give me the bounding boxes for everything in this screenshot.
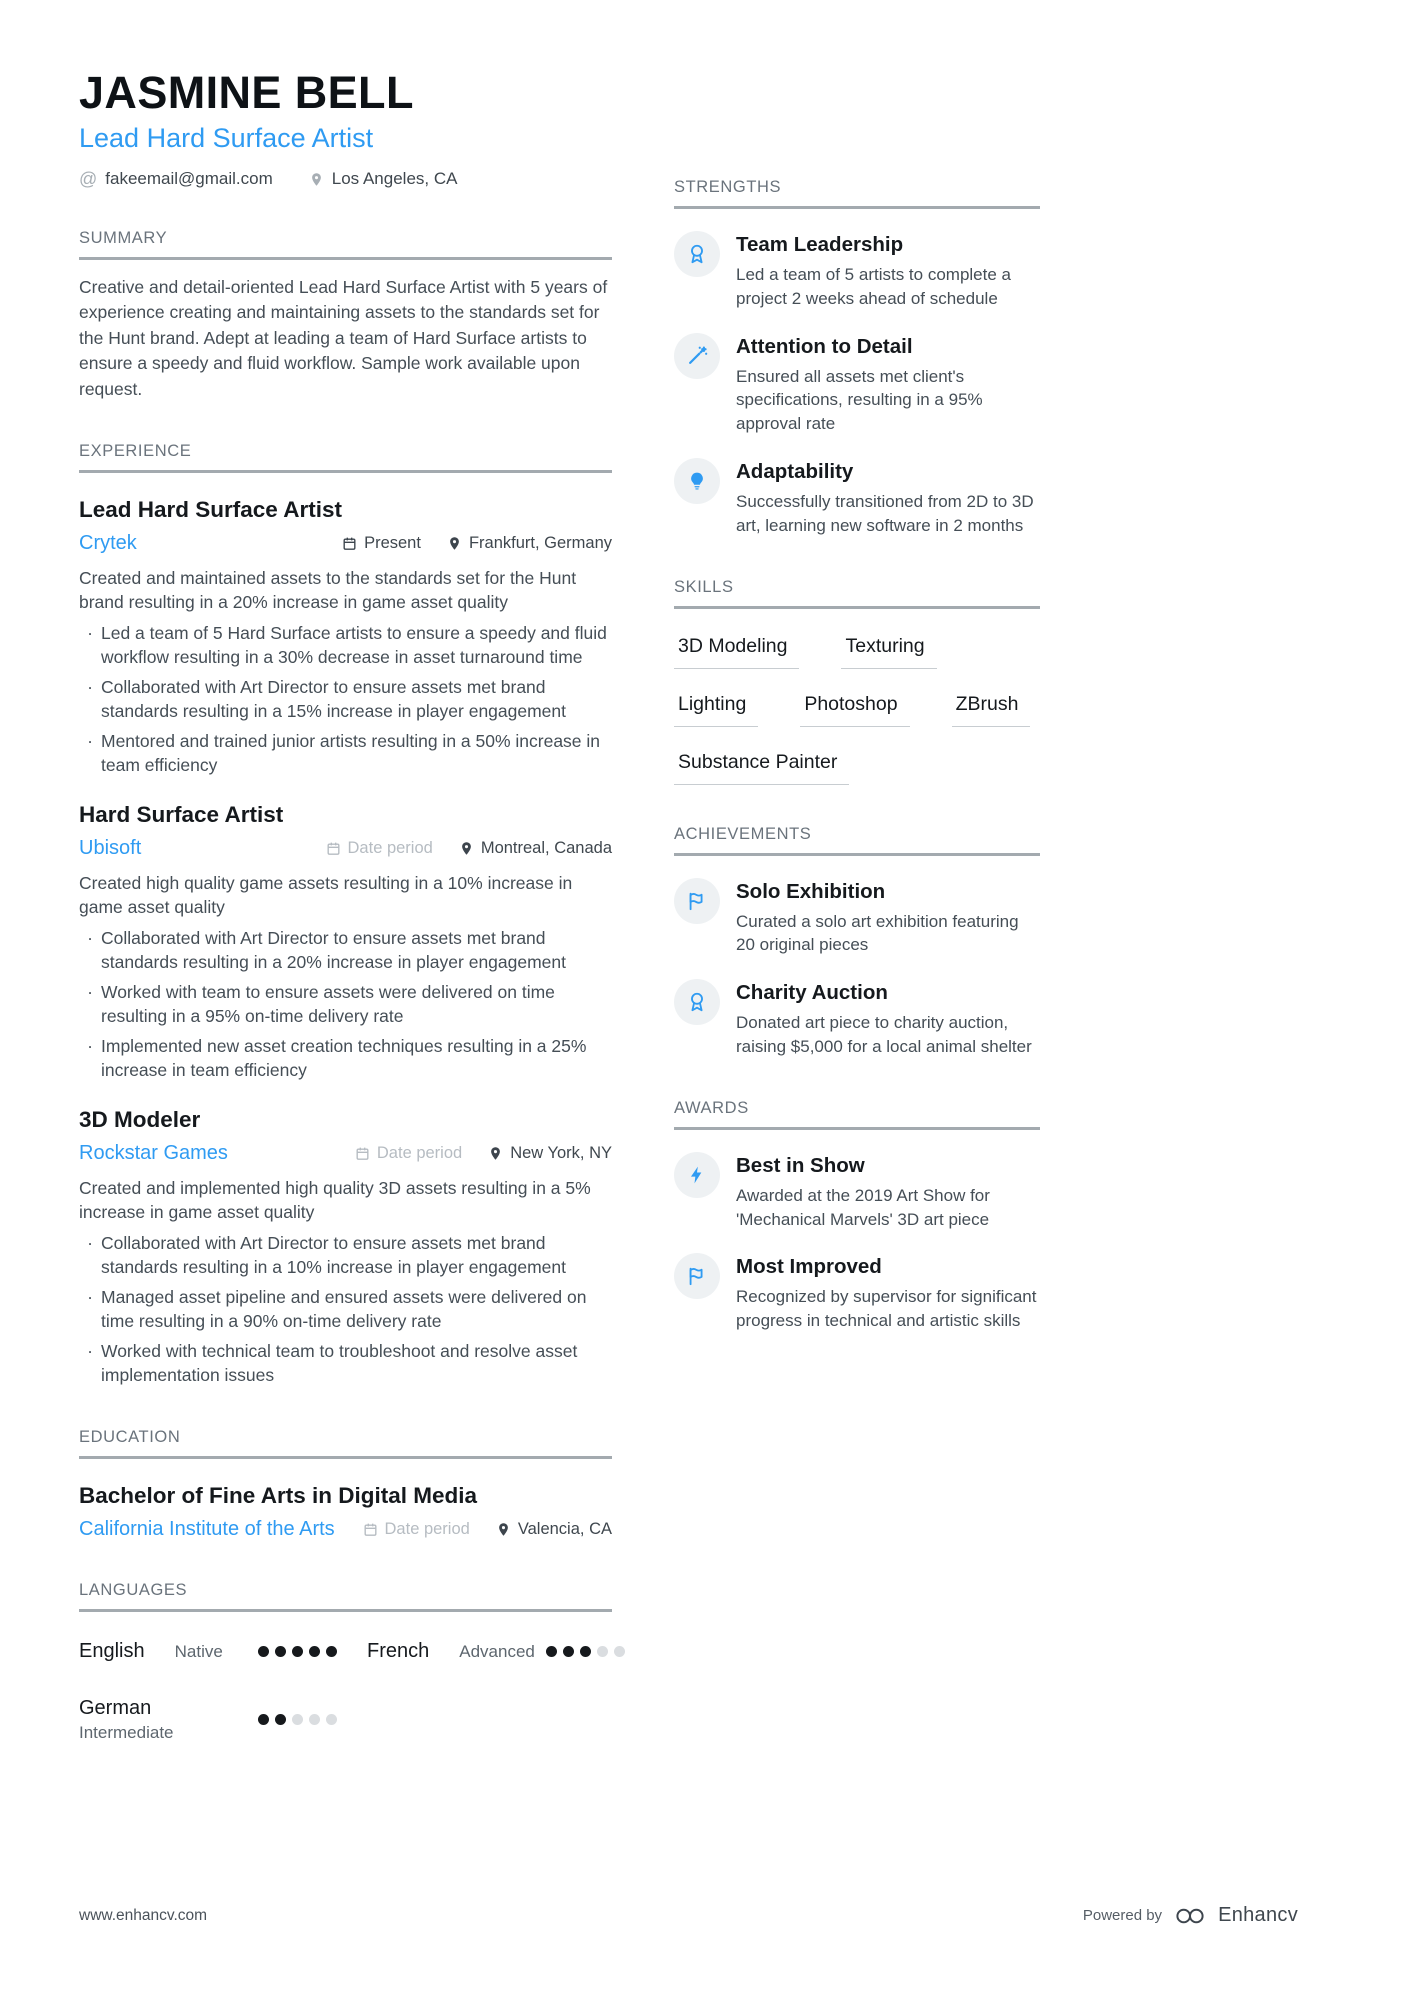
achievement-title: Charity Auction: [736, 981, 888, 1005]
job-meta: [326, 839, 612, 858]
location-pin-icon: [496, 1522, 511, 1537]
page-footer: [79, 1904, 1298, 1927]
job-meta-row: [79, 532, 612, 555]
bullet-item: · Managed asset pipeline and ensured assets were delivered on time resulting in a 90% on-time delivery rate: [87, 1286, 587, 1332]
summary-section: [79, 229, 612, 402]
job-meta-row: [79, 837, 612, 860]
flag-icon: [674, 1253, 720, 1299]
bullet-item: · Implemented new asset creation techniques resulting in a 25% increase in team efficiency: [87, 1035, 587, 1081]
job-title: 3D Modeler: [79, 1106, 201, 1132]
skill-tag: Lighting: [674, 693, 758, 727]
strength-item: [674, 231, 1040, 311]
awards-section: [674, 1099, 1040, 1333]
strengths-heading: STRENGTHS: [674, 178, 1040, 209]
education-location: Valencia, CA: [496, 1520, 612, 1539]
language-proficiency-dots: [546, 1646, 625, 1657]
summary-text: Creative and detail-oriented Lead Hard Surface Artist with 5 years of experience creating and maintaining assets to the standards set for the Hunt brand. Adept at leading a team of Hard Surface artists to ensure a speedy and fluid workflow. Sample work available upon request.: [79, 277, 608, 399]
education-section: [79, 1428, 612, 1541]
email-text: fakeemail@gmail.com: [105, 169, 273, 188]
bullet-item: · Mentored and trained junior artists resulting in a 50% increase in team efficiency: [87, 730, 601, 776]
language-level: Intermediate: [79, 1722, 174, 1742]
location-contact: [309, 169, 458, 189]
skills-list: [674, 635, 1040, 785]
skill-tag: 3D Modeling: [674, 635, 799, 669]
brand-name: Enhancv: [1218, 1904, 1298, 1926]
bullet-item: · Worked with technical team to troubleshoot and resolve asset implementation issues: [87, 1340, 578, 1386]
language-entry: [79, 1640, 367, 1663]
awards-heading: AWARDS: [674, 1099, 1040, 1130]
bullet-item: · Collaborated with Art Director to ensure assets met brand standards resulting in a 10% increase in player engagement: [87, 1232, 567, 1278]
powered-by-label: Powered by: [1082, 1907, 1163, 1924]
job-description: Created and maintained assets to the standards set for the Hunt brand resulting in a 20% increase in game asset quality: [79, 567, 577, 613]
bullet-item: · Collaborated with Art Director to ensure assets met brand standards resulting in a 15% increase in player engagement: [87, 676, 567, 722]
skill-tag: Substance Painter: [674, 751, 849, 785]
experience-heading: EXPERIENCE: [79, 442, 612, 473]
achievement-text: Donated art piece to charity auction, raising $5,000 for a local animal shelter: [736, 1013, 1032, 1056]
language-proficiency-dots: [258, 1646, 337, 1657]
job-meta-row: [79, 1142, 612, 1165]
strength-text: Successfully transitioned from 2D to 3D art, learning new software in 2 months: [736, 491, 1034, 535]
bullet-item: · Led a team of 5 Hard Surface artists to ensure a speedy and fluid workflow resulting in a 30% decrease in asset turnaround time: [87, 622, 607, 668]
experience-section: [79, 442, 612, 1388]
achievement-item: [674, 979, 1040, 1059]
education-heading: EDUCATION: [79, 1428, 612, 1459]
award-title: Most Improved: [736, 1255, 882, 1279]
contact-row: [79, 169, 612, 189]
medal-icon: [674, 231, 720, 277]
achievements-section: [674, 825, 1040, 1059]
location-text: Los Angeles, CA: [331, 169, 458, 188]
award-text: Recognized by supervisor for significant progress in technical and artistic skills: [736, 1287, 1037, 1331]
job-location: Montreal, Canada: [459, 839, 612, 858]
email-contact[interactable]: [79, 169, 273, 189]
skill-tag: Photoshop: [800, 693, 909, 727]
company-link[interactable]: Ubisoft: [79, 836, 142, 859]
skill-tag: Texturing: [841, 635, 936, 669]
site-link[interactable]: www.enhancv.com: [79, 1906, 208, 1924]
bullet-item: · Collaborated with Art Director to ensure assets met brand standards resulting in a 20% increase in player engagement: [87, 927, 567, 973]
language-proficiency-dots: [258, 1714, 337, 1725]
language-name: English: [79, 1639, 145, 1662]
strength-item: [674, 333, 1040, 436]
strength-text: Ensured all assets met client's specifications, resulting in a 95% approval rate: [736, 366, 983, 434]
candidate-job-title: Lead Hard Surface Artist: [79, 123, 374, 153]
job-entry: [79, 1107, 612, 1388]
flag-icon: [674, 878, 720, 924]
languages-section: [79, 1581, 612, 1743]
powered-by[interactable]: [1083, 1904, 1298, 1927]
award-item: [674, 1152, 1040, 1232]
magic-wand-icon: [674, 333, 720, 379]
strength-text: Led a team of 5 artists to complete a project 2 weeks ahead of schedule: [736, 265, 1011, 308]
candidate-name: JASMINE BELL: [79, 67, 414, 118]
right-column: [674, 70, 1040, 1743]
education-meta-row: [79, 1518, 612, 1541]
language-entry: [367, 1640, 625, 1663]
language-level: Native: [174, 1641, 223, 1661]
education-entry: [79, 1483, 612, 1541]
job-period: Date period: [326, 839, 433, 858]
award-text: Awarded at the 2019 Art Show for 'Mechanical Marvels' 3D art piece: [736, 1185, 990, 1229]
job-bullets: [79, 926, 612, 1083]
job-period: Present: [342, 534, 421, 553]
location-pin-icon: [459, 841, 474, 856]
job-description: Created high quality game assets resulting in a 10% increase in game asset quality: [79, 872, 573, 918]
award-item: [674, 1253, 1040, 1333]
medal-icon: [674, 979, 720, 1025]
strength-title: Team Leadership: [736, 233, 904, 256]
strengths-section: [674, 178, 1040, 538]
company-link[interactable]: Rockstar Games: [79, 1141, 228, 1164]
summary-heading: SUMMARY: [79, 229, 612, 260]
achievement-item: [674, 878, 1040, 958]
job-meta: [355, 1144, 612, 1163]
strength-title: Adaptability: [736, 459, 854, 483]
calendar-icon: [355, 1146, 370, 1161]
job-meta: [342, 534, 612, 553]
languages-grid: [79, 1640, 612, 1743]
job-title: Hard Surface Artist: [79, 801, 284, 827]
job-bullets: [79, 621, 612, 778]
education-period: Date period: [363, 1520, 470, 1539]
lightning-icon: [674, 1152, 720, 1198]
skills-section: [674, 578, 1040, 785]
calendar-icon: [342, 536, 357, 551]
skill-tag: ZBrush: [952, 693, 1031, 727]
enhancv-infinity-logo: [1172, 1905, 1208, 1927]
job-entry: [79, 802, 612, 1083]
achievements-heading: ACHIEVEMENTS: [674, 825, 1040, 856]
skills-heading: SKILLS: [674, 578, 1040, 609]
language-name: French: [367, 1639, 430, 1662]
lightbulb-icon: [674, 458, 720, 504]
location-pin-icon: [309, 172, 324, 187]
job-title: Lead Hard Surface Artist: [79, 496, 342, 522]
education-meta: [363, 1520, 612, 1539]
languages-heading: LANGUAGES: [79, 1581, 612, 1612]
bullet-item: · Worked with team to ensure assets were delivered on time resulting in a 95% on-time delivery rate: [87, 981, 555, 1027]
degree-title: Bachelor of Fine Arts in Digital Media: [79, 1482, 477, 1508]
job-period: Date period: [355, 1144, 462, 1163]
job-bullets: [79, 1231, 612, 1388]
at-icon: @: [79, 169, 98, 189]
strength-item: [674, 458, 1040, 538]
school-link[interactable]: California Institute of the Arts: [79, 1517, 335, 1540]
company-link[interactable]: Crytek: [79, 531, 137, 554]
achievement-text: Curated a solo art exhibition featuring 20 original pieces: [736, 911, 1019, 955]
calendar-icon: [363, 1522, 378, 1537]
award-title: Best in Show: [736, 1153, 865, 1177]
job-entry: [79, 497, 612, 778]
left-column: [79, 67, 612, 1743]
strength-title: Attention to Detail: [736, 334, 913, 358]
location-pin-icon: [488, 1146, 503, 1161]
language-entry: [79, 1697, 367, 1743]
location-pin-icon: [447, 536, 462, 551]
job-location: New York, NY: [488, 1144, 612, 1163]
job-description: Created and implemented high quality 3D assets resulting in a 5% increase in game asset quality: [79, 1177, 591, 1223]
language-name: German: [79, 1696, 152, 1719]
job-location: Frankfurt, Germany: [447, 534, 612, 553]
achievement-title: Solo Exhibition: [736, 879, 886, 903]
calendar-icon: [326, 841, 341, 856]
resume-header: [79, 67, 612, 189]
language-level: Advanced: [459, 1641, 535, 1661]
